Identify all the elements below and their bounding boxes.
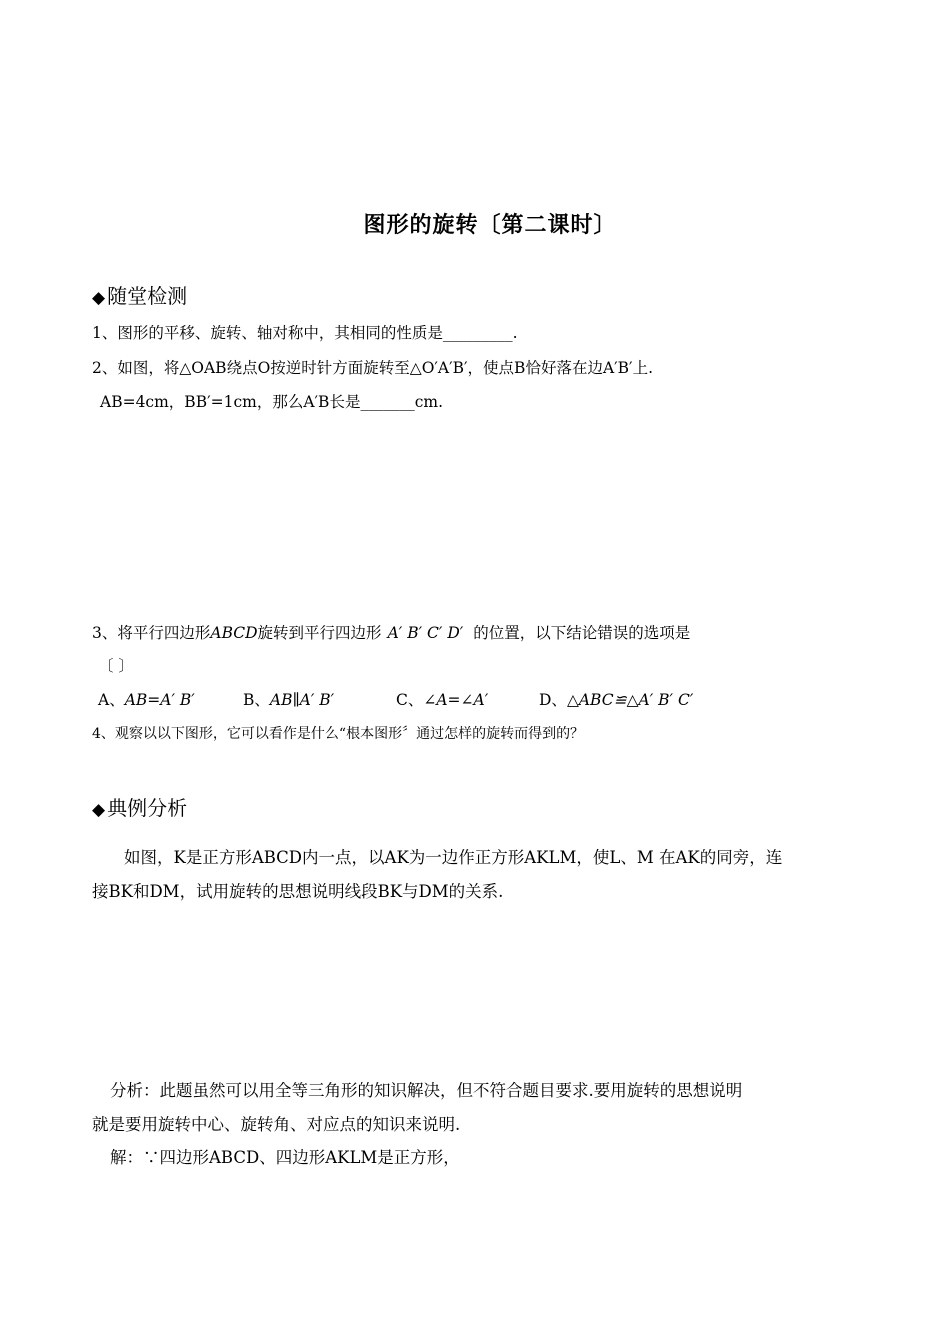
option-d-text: △ABC≌△A′ B′ C′ [566, 691, 694, 709]
question-3-bracket: 〔 〕 [98, 657, 134, 675]
example-line-1: 如图，K是正方形ABCD内一点，以AK为一边作正方形AKLM，使L、M 在AK的同旁，连 [124, 848, 783, 867]
option-b-text: AB∥A′ B′ [269, 691, 335, 709]
option-c-text: ∠A=∠A′ [423, 691, 489, 709]
diamond-icon: ◆ [92, 800, 106, 820]
analysis-line-2: 就是要用旋转中心、旋转角、对应点的知识来说明. [92, 1115, 461, 1134]
option-c [396, 688, 488, 710]
section-heading-text: 典例分析 [107, 796, 188, 820]
page-title: 图形的旋转〔第二课时〕 [363, 213, 617, 238]
option-c-label: C、 [396, 691, 424, 709]
question-2-line-2: AB=4cm，BB′=1cm，那么A′B长是_______cm. [100, 393, 443, 411]
question-1: 1、图形的平移、旋转、轴对称中，其相同的性质是_________. [92, 324, 518, 342]
option-a-label: A、 [98, 691, 125, 709]
q3-text-a: 3、将平行四边形 [92, 624, 211, 642]
solution-line-1: 解：∵四边形ABCD、四边形AKLM是正方形， [110, 1148, 460, 1167]
question-2-line-1: 2、如图，将△OAB绕点O按逆时针方面旋转至△O′A′B′，使点B恰好落在边A′B′上. [92, 359, 653, 377]
q3-figure-name: ABCD [210, 624, 258, 642]
section-heading-examples [92, 792, 187, 821]
diamond-icon: ◆ [92, 288, 106, 308]
analysis-line-1: 分析：此题虽然可以用全等三角形的知识解决，但不符合题目要求.要用旋转的思想说明 [110, 1081, 743, 1100]
section-heading-practice [92, 280, 187, 309]
option-b [243, 688, 334, 710]
q3-text-e: 的位置，以下结论错误的选项是 [473, 624, 691, 642]
option-d-label: D、 [539, 691, 567, 709]
example-line-2: 接BK和DM，试用旋转的思想说明线段BK与DM的关系. [92, 882, 504, 901]
option-a [98, 688, 195, 710]
option-d [539, 688, 693, 710]
option-b-label: B、 [243, 691, 270, 709]
section-heading-text: 随堂检测 [107, 284, 188, 308]
q3-text-c: 旋转到平行四边形 [257, 624, 382, 642]
option-a-text: AB=A′ B′ [124, 691, 195, 709]
q3-figure-name-prime: A′ B′ C′ D′ [387, 624, 464, 642]
question-3-line-1 [92, 621, 690, 643]
question-4: 4、观察以以下图形，它可以看作是什么“根本图形〞通过怎样的旋转而得到的？ [92, 726, 585, 742]
